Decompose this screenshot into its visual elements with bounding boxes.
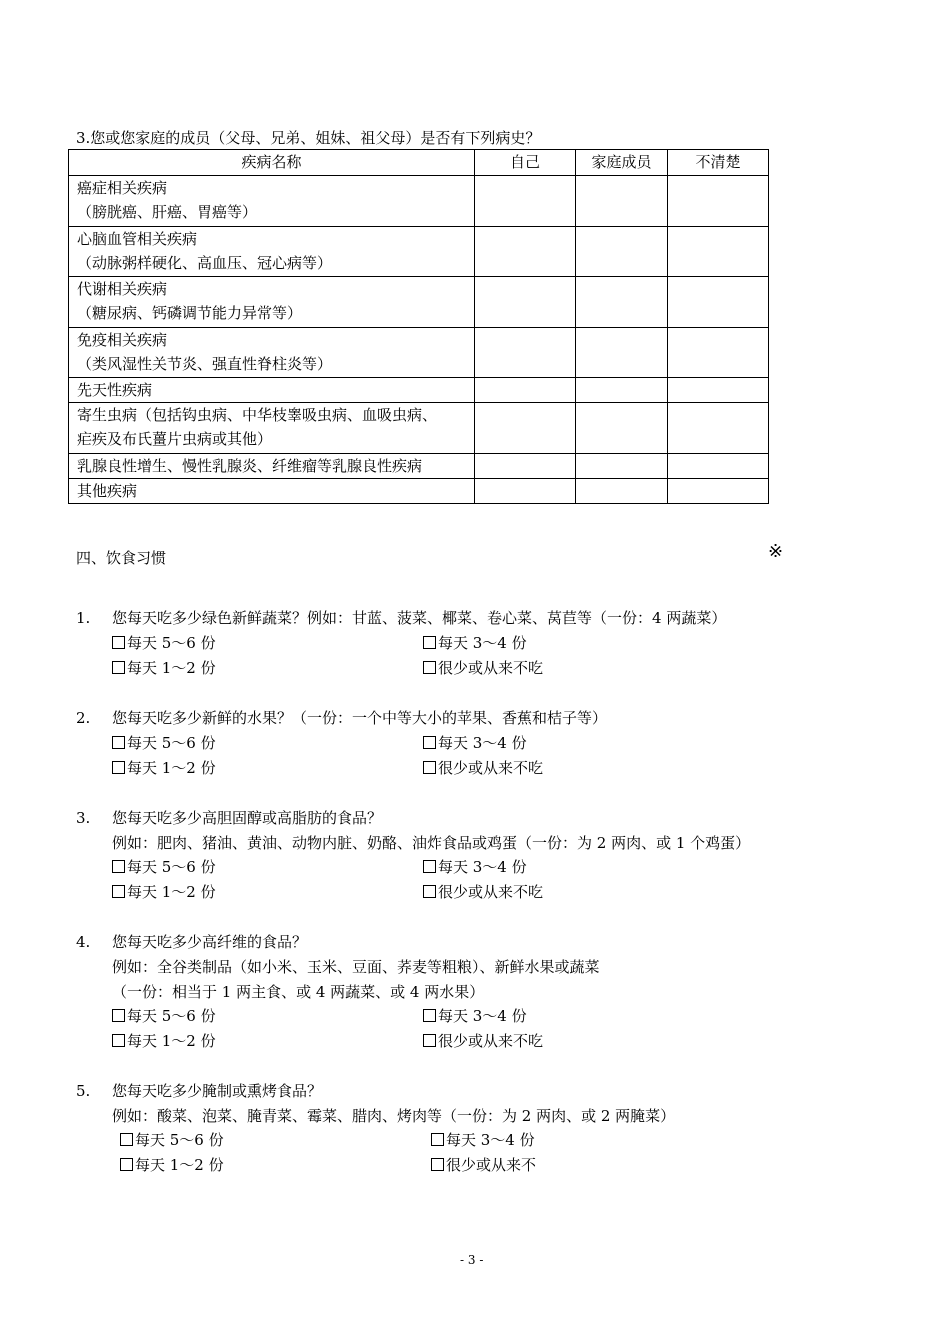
family-check-cell[interactable] <box>576 403 668 454</box>
disease-cell <box>69 403 475 454</box>
option-5-6[interactable] <box>112 633 216 653</box>
page-number: - 3 - <box>460 1253 484 1267</box>
history-table <box>68 149 769 504</box>
disease-name: 其他疾病 <box>77 482 138 500</box>
checkbox[interactable] <box>423 1009 436 1022</box>
table-header-row <box>69 150 769 176</box>
table-row <box>69 378 769 403</box>
option-label: 很少或从来不吃 <box>438 1032 544 1050</box>
self-check-cell[interactable] <box>475 403 576 454</box>
option-3-4[interactable] <box>423 633 527 653</box>
unknown-check-cell[interactable] <box>668 454 769 479</box>
checkbox[interactable] <box>423 1034 436 1047</box>
unknown-check-cell[interactable] <box>668 328 769 378</box>
question-text: 您每天吃多少新鲜的水果？（一份：一个中等大小的苹果、香蕉和桔子等） <box>112 709 608 727</box>
table-row <box>69 176 769 227</box>
disease-name: 寄生虫病（包括钩虫病、中华枝睾吸虫病、血吸虫病、 <box>77 406 438 424</box>
option-5-6[interactable] <box>120 1130 224 1150</box>
option-1-2[interactable] <box>112 1031 216 1051</box>
unknown-check-cell[interactable] <box>668 227 769 277</box>
option-rarely[interactable] <box>431 1155 536 1175</box>
disease-name: 乳腺良性增生、慢性乳腺炎、纤维瘤等乳腺良性疾病 <box>77 457 423 475</box>
self-check-cell[interactable] <box>475 176 576 227</box>
self-check-cell[interactable] <box>475 479 576 504</box>
option-5-6[interactable] <box>112 857 216 877</box>
option-label: 每天 3～4 份 <box>438 858 527 876</box>
disease-name: 免疫相关疾病 <box>77 331 168 349</box>
option-5-6[interactable] <box>112 1006 216 1026</box>
option-label: 每天 5～6 份 <box>127 858 216 876</box>
checkbox[interactable] <box>431 1158 444 1171</box>
option-label: 每天 5～6 份 <box>135 1131 224 1149</box>
checkbox[interactable] <box>120 1158 133 1171</box>
disease-examples: 疟疾及布氏薑片虫病或其他） <box>77 430 273 448</box>
unknown-check-cell[interactable] <box>668 378 769 403</box>
table-row <box>69 479 769 504</box>
option-1-2[interactable] <box>112 758 216 778</box>
family-check-cell[interactable] <box>576 176 668 227</box>
table-row <box>69 454 769 479</box>
checkbox[interactable] <box>423 885 436 898</box>
table-row <box>69 328 769 378</box>
option-1-2[interactable] <box>112 658 216 678</box>
section-title: 四、饮食习惯 <box>76 549 167 567</box>
option-label: 每天 5～6 份 <box>127 1007 216 1025</box>
unknown-check-cell[interactable] <box>668 277 769 328</box>
checkbox[interactable] <box>112 1034 125 1047</box>
disease-examples: （类风湿性关节炎、强直性脊柱炎等） <box>77 355 333 373</box>
question-note: 例如：肥肉、猪油、黄油、动物内脏、奶酪、油炸食品或鸡蛋（一份：为 2 两肉、或 1 个鸡蛋） <box>112 834 751 852</box>
option-3-4[interactable] <box>423 1006 527 1026</box>
self-check-cell[interactable] <box>475 378 576 403</box>
checkbox[interactable] <box>423 761 436 774</box>
checkbox[interactable] <box>112 736 125 749</box>
disease-cell <box>69 479 475 504</box>
option-rarely[interactable] <box>423 882 543 902</box>
self-check-cell[interactable] <box>475 328 576 378</box>
option-label: 很少或从来不吃 <box>438 659 544 677</box>
question-text: 您每天吃多少高胆固醇或高脂肪的食品？ <box>112 809 383 827</box>
question-text: 您每天吃多少腌制或熏烤食品？ <box>112 1082 323 1100</box>
disease-examples: （动脉粥样硬化、高血压、冠心病等） <box>77 254 333 272</box>
section-mark: ※ <box>768 541 784 562</box>
disease-cell <box>69 454 475 479</box>
option-label: 每天 1～2 份 <box>135 1156 224 1174</box>
option-label: 每天 3～4 份 <box>438 734 527 752</box>
family-check-cell[interactable] <box>576 454 668 479</box>
question-number: 2. <box>76 709 91 727</box>
option-label: 很少或从来不吃 <box>438 759 544 777</box>
header-family: 家庭成员 <box>576 150 668 176</box>
family-check-cell[interactable] <box>576 479 668 504</box>
checkbox[interactable] <box>423 736 436 749</box>
table-row <box>69 227 769 277</box>
disease-cell <box>69 277 475 328</box>
option-5-6[interactable] <box>112 733 216 753</box>
unknown-check-cell[interactable] <box>668 403 769 454</box>
question-number: 1. <box>76 609 91 627</box>
option-label: 每天 5～6 份 <box>127 734 216 752</box>
disease-name: 心脑血管相关疾病 <box>77 230 198 248</box>
question-text: 您每天吃多少绿色新鲜蔬菜？例如：甘蓝、菠菜、椰菜、卷心菜、莴苣等（一份：4 两蔬菜） <box>112 609 727 627</box>
checkbox[interactable] <box>112 761 125 774</box>
disease-name: 代谢相关疾病 <box>77 280 168 298</box>
checkbox[interactable] <box>112 1009 125 1022</box>
option-label: 很少或从来不 <box>446 1156 537 1174</box>
option-3-4[interactable] <box>423 733 527 753</box>
option-rarely[interactable] <box>423 658 543 678</box>
checkbox[interactable] <box>120 1133 133 1146</box>
header-self: 自己 <box>475 150 576 176</box>
disease-examples: （糖尿病、钙磷调节能力异常等） <box>77 304 303 322</box>
checkbox[interactable] <box>112 885 125 898</box>
disease-name: 先天性疾病 <box>77 381 153 399</box>
checkbox[interactable] <box>423 860 436 873</box>
option-label: 每天 3～4 份 <box>438 634 527 652</box>
option-label: 每天 1～2 份 <box>127 883 216 901</box>
checkbox[interactable] <box>423 636 436 649</box>
disease-cell <box>69 176 475 227</box>
checkbox[interactable] <box>431 1133 444 1146</box>
question-number: 3. <box>76 809 91 827</box>
option-label: 每天 1～2 份 <box>127 659 216 677</box>
history-question: 3.您或您家庭的成员（父母、兄弟、姐妹、祖父母）是否有下列病史？ <box>76 129 541 147</box>
question-note: （一份：相当于 1 两主食、或 4 两蔬菜、或 4 两水果） <box>112 983 485 1001</box>
option-3-4[interactable] <box>431 1130 535 1150</box>
checkbox[interactable] <box>112 636 125 649</box>
question-number: 5. <box>76 1082 91 1100</box>
table-row <box>69 277 769 328</box>
option-label: 每天 1～2 份 <box>127 1032 216 1050</box>
option-label: 很少或从来不吃 <box>438 883 544 901</box>
option-label: 每天 1～2 份 <box>127 759 216 777</box>
table-row <box>69 403 769 454</box>
checkbox[interactable] <box>112 860 125 873</box>
question-note: 例如：酸菜、泡菜、腌青菜、霉菜、腊肉、烤肉等（一份：为 2 两肉、或 2 两腌菜） <box>112 1107 676 1125</box>
disease-cell <box>69 328 475 378</box>
option-label: 每天 3～4 份 <box>438 1007 527 1025</box>
disease-examples: （膀胱癌、肝癌、胃癌等） <box>77 203 258 221</box>
checkbox[interactable] <box>423 661 436 674</box>
unknown-check-cell[interactable] <box>668 176 769 227</box>
unknown-check-cell[interactable] <box>668 479 769 504</box>
option-rarely[interactable] <box>423 758 543 778</box>
family-check-cell[interactable] <box>576 378 668 403</box>
disease-name: 癌症相关疾病 <box>77 179 168 197</box>
header-disease: 疾病名称 <box>69 150 475 176</box>
checkbox[interactable] <box>112 661 125 674</box>
family-check-cell[interactable] <box>576 277 668 328</box>
option-3-4[interactable] <box>423 857 527 877</box>
question-number: 4. <box>76 933 91 951</box>
self-check-cell[interactable] <box>475 227 576 277</box>
option-label: 每天 5～6 份 <box>127 634 216 652</box>
option-1-2[interactable] <box>120 1155 224 1175</box>
family-check-cell[interactable] <box>576 328 668 378</box>
disease-cell <box>69 227 475 277</box>
self-check-cell[interactable] <box>475 277 576 328</box>
option-1-2[interactable] <box>112 882 216 902</box>
option-label: 每天 3～4 份 <box>446 1131 535 1149</box>
self-check-cell[interactable] <box>475 454 576 479</box>
question-note: 例如：全谷类制品（如小米、玉米、豆面、荞麦等粗粮）、新鲜水果或蔬菜 <box>112 958 600 976</box>
header-unknown: 不清楚 <box>668 150 769 176</box>
question-text: 您每天吃多少高纤维的食品？ <box>112 933 308 951</box>
disease-cell <box>69 378 475 403</box>
family-check-cell[interactable] <box>576 227 668 277</box>
option-rarely[interactable] <box>423 1031 543 1051</box>
